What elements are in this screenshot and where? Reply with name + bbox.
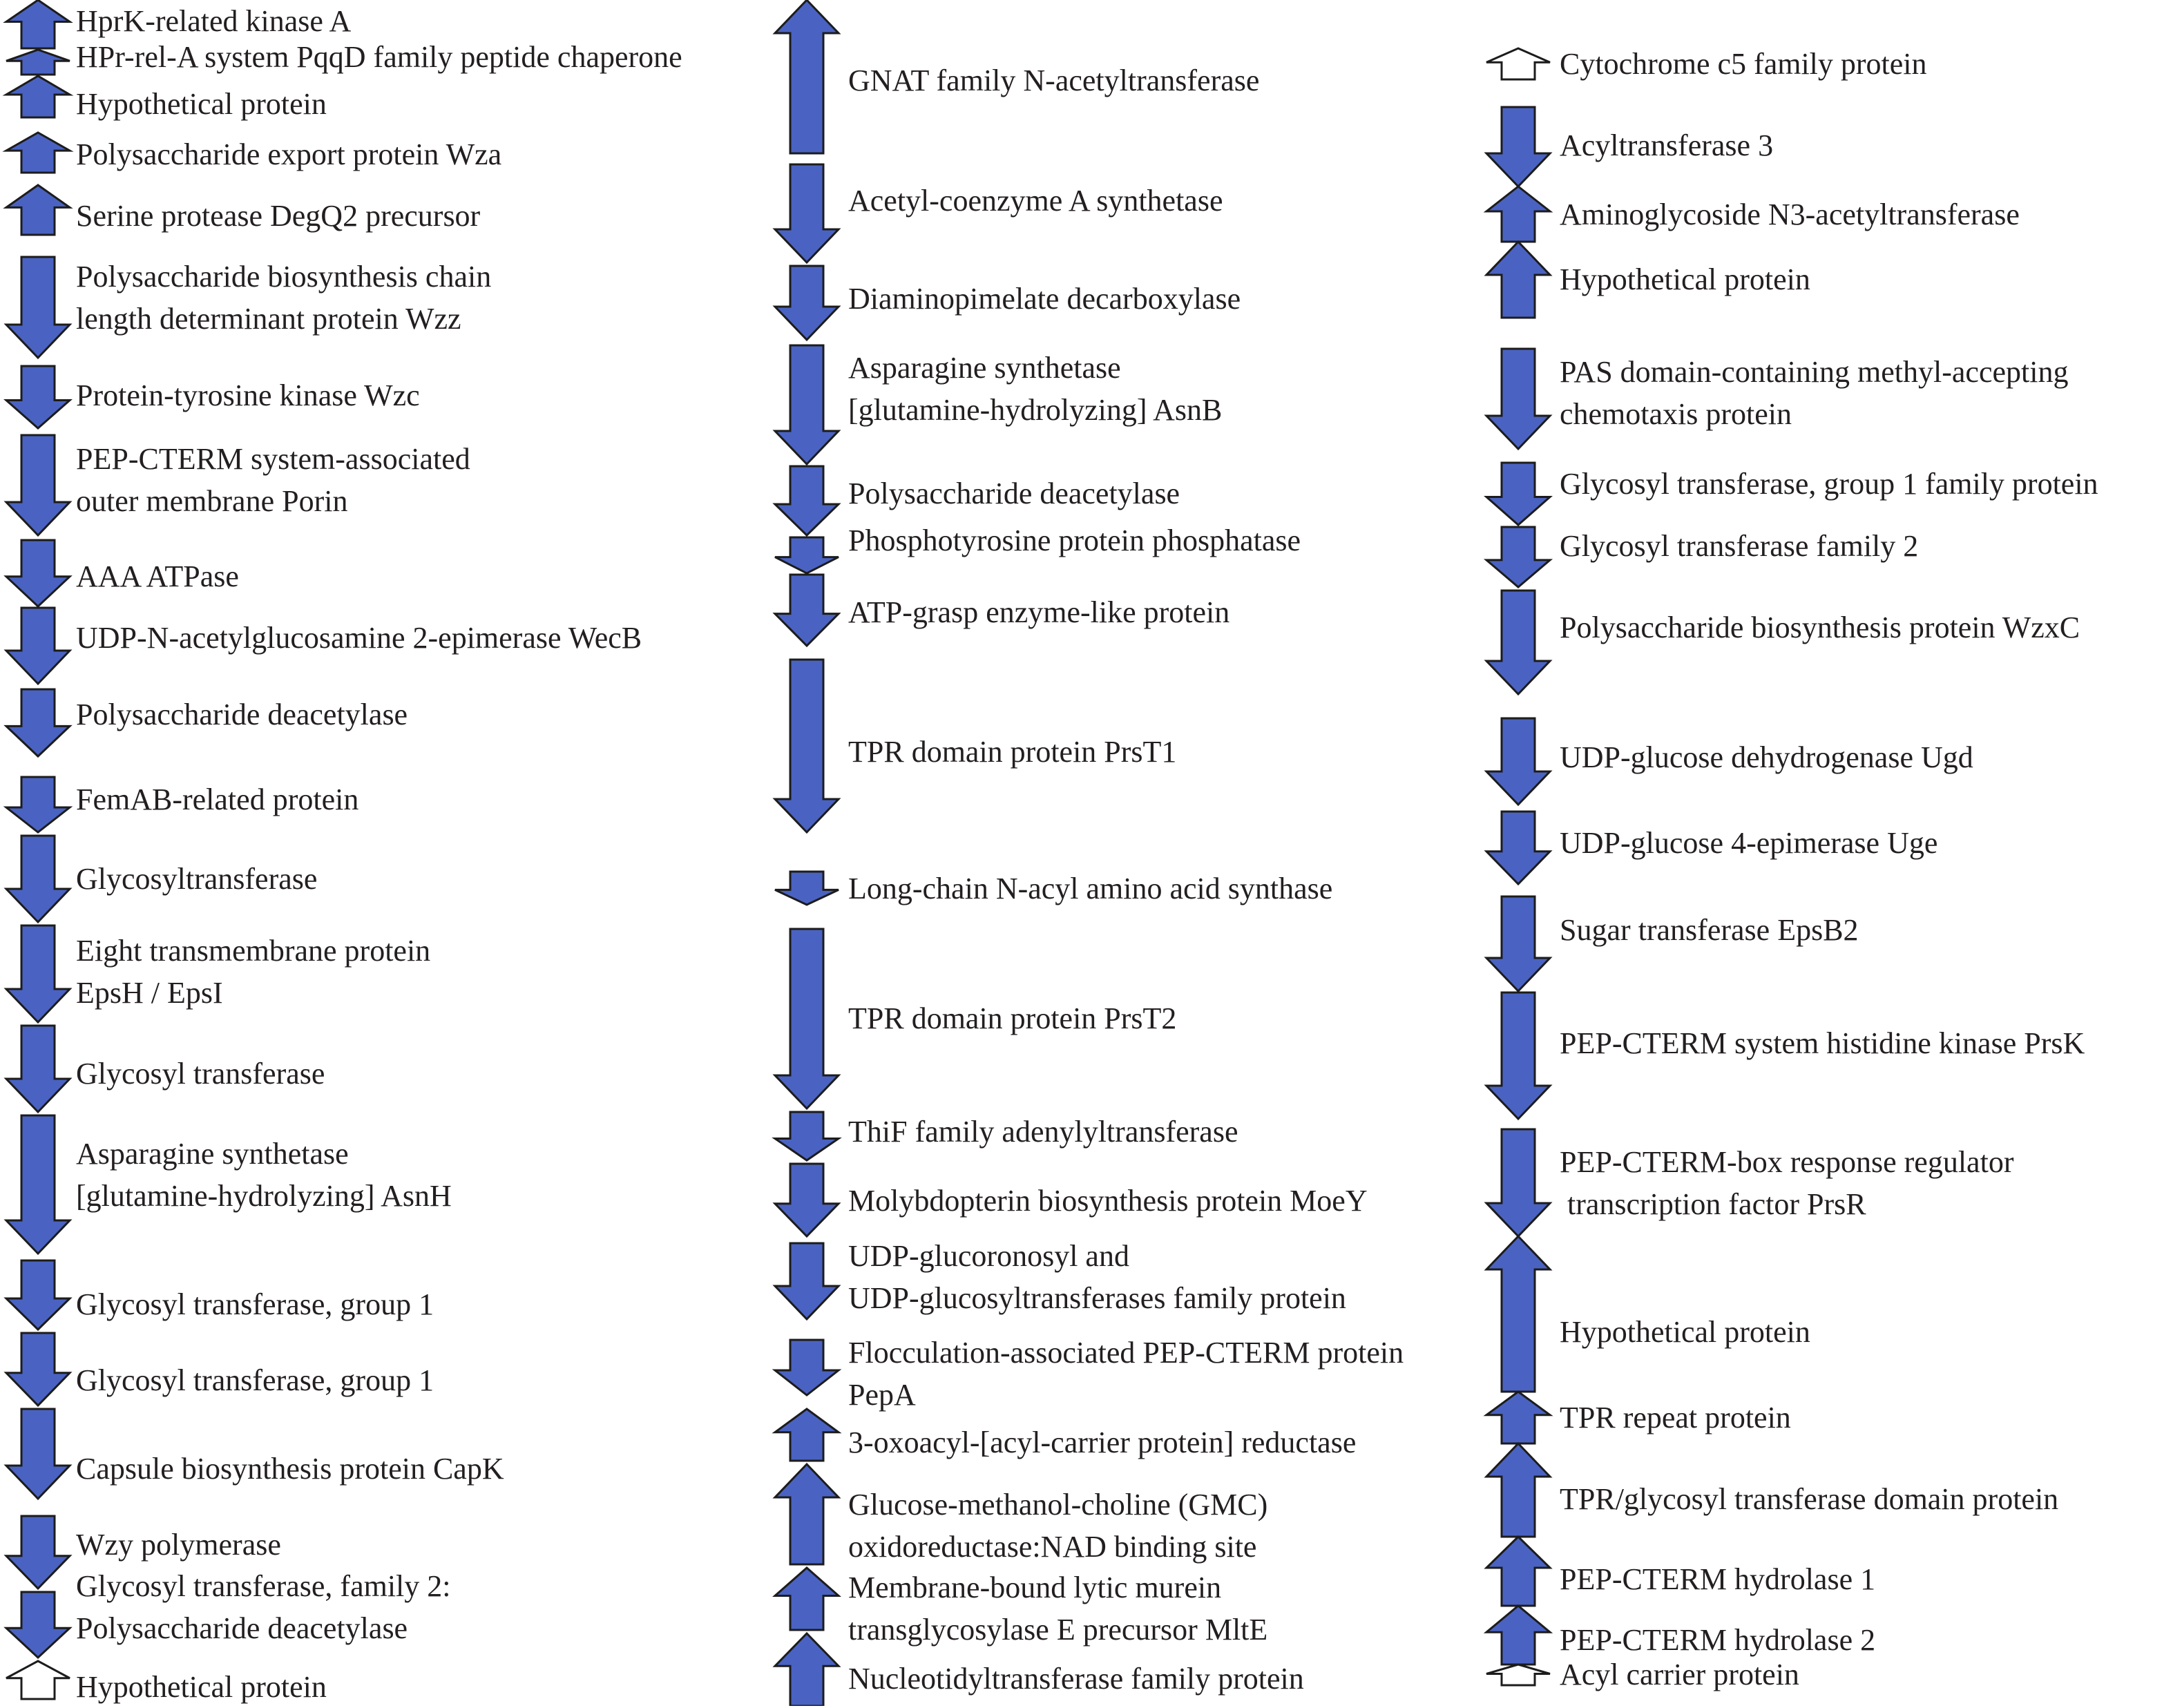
gene-label-flocculation-associated-pep-cterm-protein-pepa-line-1: Flocculation-associated PEP-CTERM protein (848, 1336, 1404, 1370)
gene-label-pep-cterm-box-response-regulator-transcription-factor-prsr-line-1: PEP-CTERM-box response regulator (1560, 1145, 2014, 1179)
gene-arrow-down-pas-domain-containing-methyl-accepting-chemotaxis-protein (1486, 349, 1550, 449)
gene-arrow-down-long-chain-n-acyl-amino-acid-synthase (775, 872, 839, 905)
gene-arrow-down-acetyl-coenzyme-a-synthetase (775, 164, 839, 262)
gene-label-femab-related-protein: FemAB-related protein (76, 783, 359, 816)
gene-arrow-up-membrane-bound-lytic-murein-transglycosylase-e-precursor-mlte (775, 1568, 839, 1630)
gene-label-polysaccharide-deacetylase: Polysaccharide deacetylase (76, 698, 408, 731)
gene-arrow-down-flocculation-associated-pep-cterm-protein-pepa (775, 1340, 839, 1395)
gene-arrow-down-molybdopterin-biosynthesis-protein-moey (775, 1164, 839, 1236)
gene-arrow-up-tpr-repeat-protein (1486, 1392, 1550, 1443)
gene-arrow-down-thif-family-adenylyltransferase (775, 1112, 839, 1160)
gene-arrow-up-hypothetical-protein (6, 76, 70, 117)
gene-arrow-down-phosphotyrosine-protein-phosphatase (775, 537, 839, 573)
gene-label-asparagine-synthetase-glutamine-hydrolyzing-asnh-line-2: [glutamine-hydrolyzing] AsnH (76, 1179, 452, 1213)
gene-label-glycosyl-transferase: Glycosyl transferase (76, 1057, 325, 1091)
gene-label-pep-cterm-hydrolase-2: PEP-CTERM hydrolase 2 (1560, 1623, 1876, 1657)
gene-arrow-down-eight-transmembrane-protein-epsh-epsi (6, 925, 70, 1022)
gene-arrow-up-pep-cterm-hydrolase-1 (1486, 1537, 1550, 1606)
gene-arrow-down-pep-cterm-system-histidine-kinase-prsk (1486, 992, 1550, 1119)
gene-label-glycosyl-transferase-family-2: Glycosyl transferase family 2 (1560, 529, 1919, 563)
gene-label-thif-family-adenylyltransferase: ThiF family adenylyltransferase (848, 1115, 1238, 1149)
gene-arrow-up-gnat-family-n-acetyltransferase (775, 0, 839, 153)
gene-label-glycosyl-transferase-group-1: Glycosyl transferase, group 1 (76, 1287, 434, 1321)
gene-label-membrane-bound-lytic-murein-transglycosylase-e-precursor-mlte-line-2: transglycosylase E precursor MltE (848, 1613, 1268, 1647)
gene-label-tpr-domain-protein-prst1: TPR domain protein PrsT1 (848, 735, 1177, 769)
gene-arrow-up-hypothetical-protein (1486, 242, 1550, 318)
gene-label-hypothetical-protein: Hypothetical protein (76, 1670, 327, 1704)
gene-label-cytochrome-c5-family-protein: Cytochrome c5 family protein (1560, 47, 1927, 81)
gene-arrow-down-aaa-atpase (6, 540, 70, 606)
gene-arrow-down-glycosyl-transferase-group-1-family-protein (1486, 463, 1550, 525)
gene-arrow-down-tpr-domain-protein-prst1 (775, 660, 839, 832)
gene-label-eight-transmembrane-protein-epsh-epsi-line-1: Eight transmembrane protein (76, 934, 431, 968)
gene-label-3-oxoacyl-acyl-carrier-protein-reductase: 3-oxoacyl-[acyl-carrier protein] reductase (848, 1426, 1357, 1459)
gene-arrow-down-tpr-domain-protein-prst2 (775, 929, 839, 1109)
gene-arrow-down-polysaccharide-biosynthesis-chain-length-determinant-protein-wzz (6, 257, 70, 358)
gene-label-polysaccharide-deacetylase: Polysaccharide deacetylase (848, 477, 1180, 510)
gene-label-glucose-methanol-choline-gmc-oxidoreductase-nad-binding-site-line-2: oxidoreductase:NAD binding site (848, 1530, 1257, 1564)
gene-arrow-down-glycosyl-transferase-group-1 (6, 1260, 70, 1330)
gene-label-udp-glucose-dehydrogenase-ugd: UDP-glucose dehydrogenase Ugd (1560, 740, 1973, 774)
gene-label-pas-domain-containing-methyl-accepting-chemotaxis-protein-line-2: chemotaxis protein (1560, 397, 1792, 431)
gene-label-tpr-repeat-protein: TPR repeat protein (1560, 1401, 1791, 1434)
gene-label-atp-grasp-enzyme-like-protein: ATP-grasp enzyme-like protein (848, 595, 1230, 629)
gene-label-aaa-atpase: AAA ATPase (76, 559, 239, 593)
gene-label-membrane-bound-lytic-murein-transglycosylase-e-precursor-mlte-line-1: Membrane-bound lytic murein (848, 1571, 1222, 1604)
gene-label-polysaccharide-export-protein-wza: Polysaccharide export protein Wza (76, 137, 502, 171)
gene-arrow-down-femab-related-protein (6, 777, 70, 832)
gene-label-glycosyl-transferase-group-1-family-protein: Glycosyl transferase, group 1 family protein (1560, 467, 2098, 501)
gene-arrow-up-hypothetical-protein (6, 1661, 70, 1699)
gene-label-flocculation-associated-pep-cterm-protein-pepa-line-2: PepA (848, 1378, 916, 1412)
gene-arrow-up-serine-protease-degq2-precursor (6, 185, 70, 235)
gene-arrow-down-glycosyltransferase (6, 836, 70, 922)
gene-label-tpr-domain-protein-prst2: TPR domain protein PrsT2 (848, 1001, 1177, 1035)
gene-arrow-up-tpr-glycosyl-transferase-domain-protein (1486, 1443, 1550, 1537)
gene-arrow-down-protein-tyrosine-kinase-wzc (6, 366, 70, 428)
gene-label-acyltransferase-3: Acyltransferase 3 (1560, 128, 1774, 162)
gene-label-phosphotyrosine-protein-phosphatase: Phosphotyrosine protein phosphatase (848, 524, 1301, 557)
gene-arrow-down-polysaccharide-deacetylase (775, 466, 839, 535)
gene-label-asparagine-synthetase-glutamine-hydrolyzing-asnh-line-1: Asparagine synthetase (76, 1137, 349, 1171)
gene-label-nucleotidyltransferase-family-protein: Nucleotidyltransferase family protein (848, 1662, 1304, 1696)
gene-label-wzy-polymerase: Wzy polymerase (76, 1528, 281, 1562)
gene-arrow-down-polysaccharide-deacetylase (6, 689, 70, 756)
gene-label-hypothetical-protein: Hypothetical protein (1560, 262, 1810, 296)
gene-arrow-up-polysaccharide-export-protein-wza (6, 133, 70, 173)
gene-arrow-down-udp-glucoronosyl-and-udp-glucosyltransferases-family-protein (775, 1243, 839, 1319)
gene-label-gnat-family-n-acetyltransferase: GNAT family N-acetyltransferase (848, 64, 1260, 97)
gene-label-pep-cterm-hydrolase-1: PEP-CTERM hydrolase 1 (1560, 1562, 1876, 1596)
gene-arrow-up-acyl-carrier-protein (1486, 1664, 1550, 1685)
gene-label-hprk-related-kinase-a: HprK-related kinase A (76, 4, 352, 38)
gene-label-acyl-carrier-protein: Acyl carrier protein (1560, 1658, 1799, 1691)
gene-label-molybdopterin-biosynthesis-protein-moey: Molybdopterin biosynthesis protein MoeY (848, 1184, 1368, 1218)
gene-arrow-up-aminoglycoside-n3-acetyltransferase (1486, 186, 1550, 242)
gene-label-hpr-rel-a-system-pqqd-family-peptide-chaperone: HPr-rel-A system PqqD family peptide chaperone (76, 40, 682, 74)
gene-arrow-up-hprk-related-kinase-a (6, 0, 70, 48)
gene-arrow-down-glycosyl-transferase-family-2 (1486, 527, 1550, 587)
gene-arrow-down-polysaccharide-biosynthesis-protein-wzxc (1486, 591, 1550, 694)
gene-label-sugar-transferase-epsb2: Sugar transferase EpsB2 (1560, 913, 1859, 947)
gene-label-glycosyltransferase: Glycosyltransferase (76, 862, 318, 896)
gene-label-diaminopimelate-decarboxylase: Diaminopimelate decarboxylase (848, 282, 1241, 316)
gene-label-serine-protease-degq2-precursor: Serine protease DegQ2 precursor (76, 199, 481, 233)
gene-label-asparagine-synthetase-glutamine-hydrolyzing-asnb-line-1: Asparagine synthetase (848, 351, 1121, 385)
gene-arrow-down-diaminopimelate-decarboxylase (775, 266, 839, 340)
gene-label-tpr-glycosyl-transferase-domain-protein: TPR/glycosyl transferase domain protein (1560, 1482, 2059, 1516)
gene-arrow-up-hpr-rel-a-system-pqqd-family-peptide-chaperone (6, 50, 70, 75)
gene-arrow-down-asparagine-synthetase-glutamine-hydrolyzing-asnh (6, 1115, 70, 1254)
gene-label-pep-cterm-box-response-regulator-transcription-factor-prsr-line-2: transcription factor PrsR (1560, 1187, 1866, 1221)
gene-arrow-up-cytochrome-c5-family-protein (1486, 48, 1550, 79)
gene-arrow-up-hypothetical-protein (1486, 1236, 1550, 1392)
gene-arrow-down-udp-glucose-dehydrogenase-ugd (1486, 718, 1550, 805)
gene-arrow-up-pep-cterm-hydrolase-2 (1486, 1606, 1550, 1664)
gene-arrow-up-nucleotidyltransferase-family-protein (775, 1633, 839, 1706)
gene-label-pep-cterm-system-associated-outer-membrane-porin-line-1: PEP-CTERM system-associated (76, 442, 470, 476)
gene-arrow-down-pep-cterm-box-response-regulator-transcription-factor-prsr (1486, 1129, 1550, 1236)
gene-arrow-down-wzy-polymerase (6, 1516, 70, 1589)
gene-arrow-down-glycosyl-transferase-group-1 (6, 1333, 70, 1405)
gene-label-hypothetical-protein: Hypothetical protein (1560, 1315, 1810, 1349)
gene-label-polysaccharide-biosynthesis-protein-wzxc: Polysaccharide biosynthesis protein WzxC (1560, 611, 2080, 644)
gene-label-eight-transmembrane-protein-epsh-epsi-line-2: EpsH / EpsI (76, 976, 223, 1010)
gene-label-pep-cterm-system-associated-outer-membrane-porin-line-2: outer membrane Porin (76, 484, 348, 518)
gene-arrow-up-glucose-methanol-choline-gmc-oxidoreductase-nad-binding-site (775, 1464, 839, 1564)
gene-label-pep-cterm-system-histidine-kinase-prsk: PEP-CTERM system histidine kinase PrsK (1560, 1026, 2085, 1060)
gene-label-polysaccharide-biosynthesis-chain-length-determinant-protein-wzz-line-2: length determinant protein Wzz (76, 302, 461, 336)
gene-label-glucose-methanol-choline-gmc-oxidoreductase-nad-binding-site-line-1: Glucose-methanol-choline (GMC) (848, 1488, 1268, 1522)
gene-arrow-down-capsule-biosynthesis-protein-capk (6, 1409, 70, 1499)
gene-arrow-down-pep-cterm-system-associated-outer-membrane-porin (6, 435, 70, 535)
gene-label-asparagine-synthetase-glutamine-hydrolyzing-asnb-line-2: [glutamine-hydrolyzing] AsnB (848, 393, 1223, 427)
gene-label-glycosyl-transferase-family-2-polysaccharide-deacetylase-line-2: Polysaccharide deacetylase (76, 1611, 408, 1645)
gene-arrow-down-glycosyl-transferase-family-2-polysaccharide-deacetylase (6, 1592, 70, 1658)
gene-arrow-down-udp-n-acetylglucosamine-2-epimerase-wecb (6, 608, 70, 684)
gene-label-polysaccharide-biosynthesis-chain-length-determinant-protein-wzz-line-1: Polysaccharide biosynthesis chain (76, 260, 492, 294)
gene-arrow-down-sugar-transferase-epsb2 (1486, 896, 1550, 991)
gene-label-glycosyl-transferase-group-1: Glycosyl transferase, group 1 (76, 1363, 434, 1397)
gene-label-udp-glucose-4-epimerase-uge: UDP-glucose 4-epimerase Uge (1560, 826, 1938, 860)
gene-arrow-down-asparagine-synthetase-glutamine-hydrolyzing-asnb (775, 345, 839, 464)
gene-label-udp-glucoronosyl-and-udp-glucosyltransferases-family-protein-line-1: UDP-glucoronosyl and (848, 1239, 1129, 1273)
gene-label-glycosyl-transferase-family-2-polysaccharide-deacetylase-line-1: Glycosyl transferase, family 2: (76, 1569, 451, 1603)
gene-arrow-down-udp-glucose-4-epimerase-uge (1486, 812, 1550, 884)
gene-label-long-chain-n-acyl-amino-acid-synthase: Long-chain N-acyl amino acid synthase (848, 872, 1333, 905)
gene-label-protein-tyrosine-kinase-wzc: Protein-tyrosine kinase Wzc (76, 378, 420, 412)
gene-label-hypothetical-protein: Hypothetical protein (76, 87, 327, 121)
gene-label-capsule-biosynthesis-protein-capk: Capsule biosynthesis protein CapK (76, 1452, 504, 1486)
gene-label-acetyl-coenzyme-a-synthetase: Acetyl-coenzyme A synthetase (848, 184, 1223, 218)
gene-label-pas-domain-containing-methyl-accepting-chemotaxis-protein-line-1: PAS domain-containing methyl-accepting (1560, 355, 2069, 389)
gene-arrow-down-glycosyl-transferase (6, 1026, 70, 1112)
gene-arrow-down-acyltransferase-3 (1486, 107, 1550, 186)
gene-label-udp-glucoronosyl-and-udp-glucosyltransferases-family-protein-line-2: UDP-glucosyltransferases family protein (848, 1281, 1346, 1315)
gene-label-udp-n-acetylglucosamine-2-epimerase-wecb: UDP-N-acetylglucosamine 2-epimerase WecB (76, 621, 642, 655)
gene-arrow-up-3-oxoacyl-acyl-carrier-protein-reductase (775, 1409, 839, 1461)
gene-arrow-down-atp-grasp-enzyme-like-protein (775, 575, 839, 646)
gene-label-aminoglycoside-n3-acetyltransferase: Aminoglycoside N3-acetyltransferase (1560, 198, 2020, 231)
